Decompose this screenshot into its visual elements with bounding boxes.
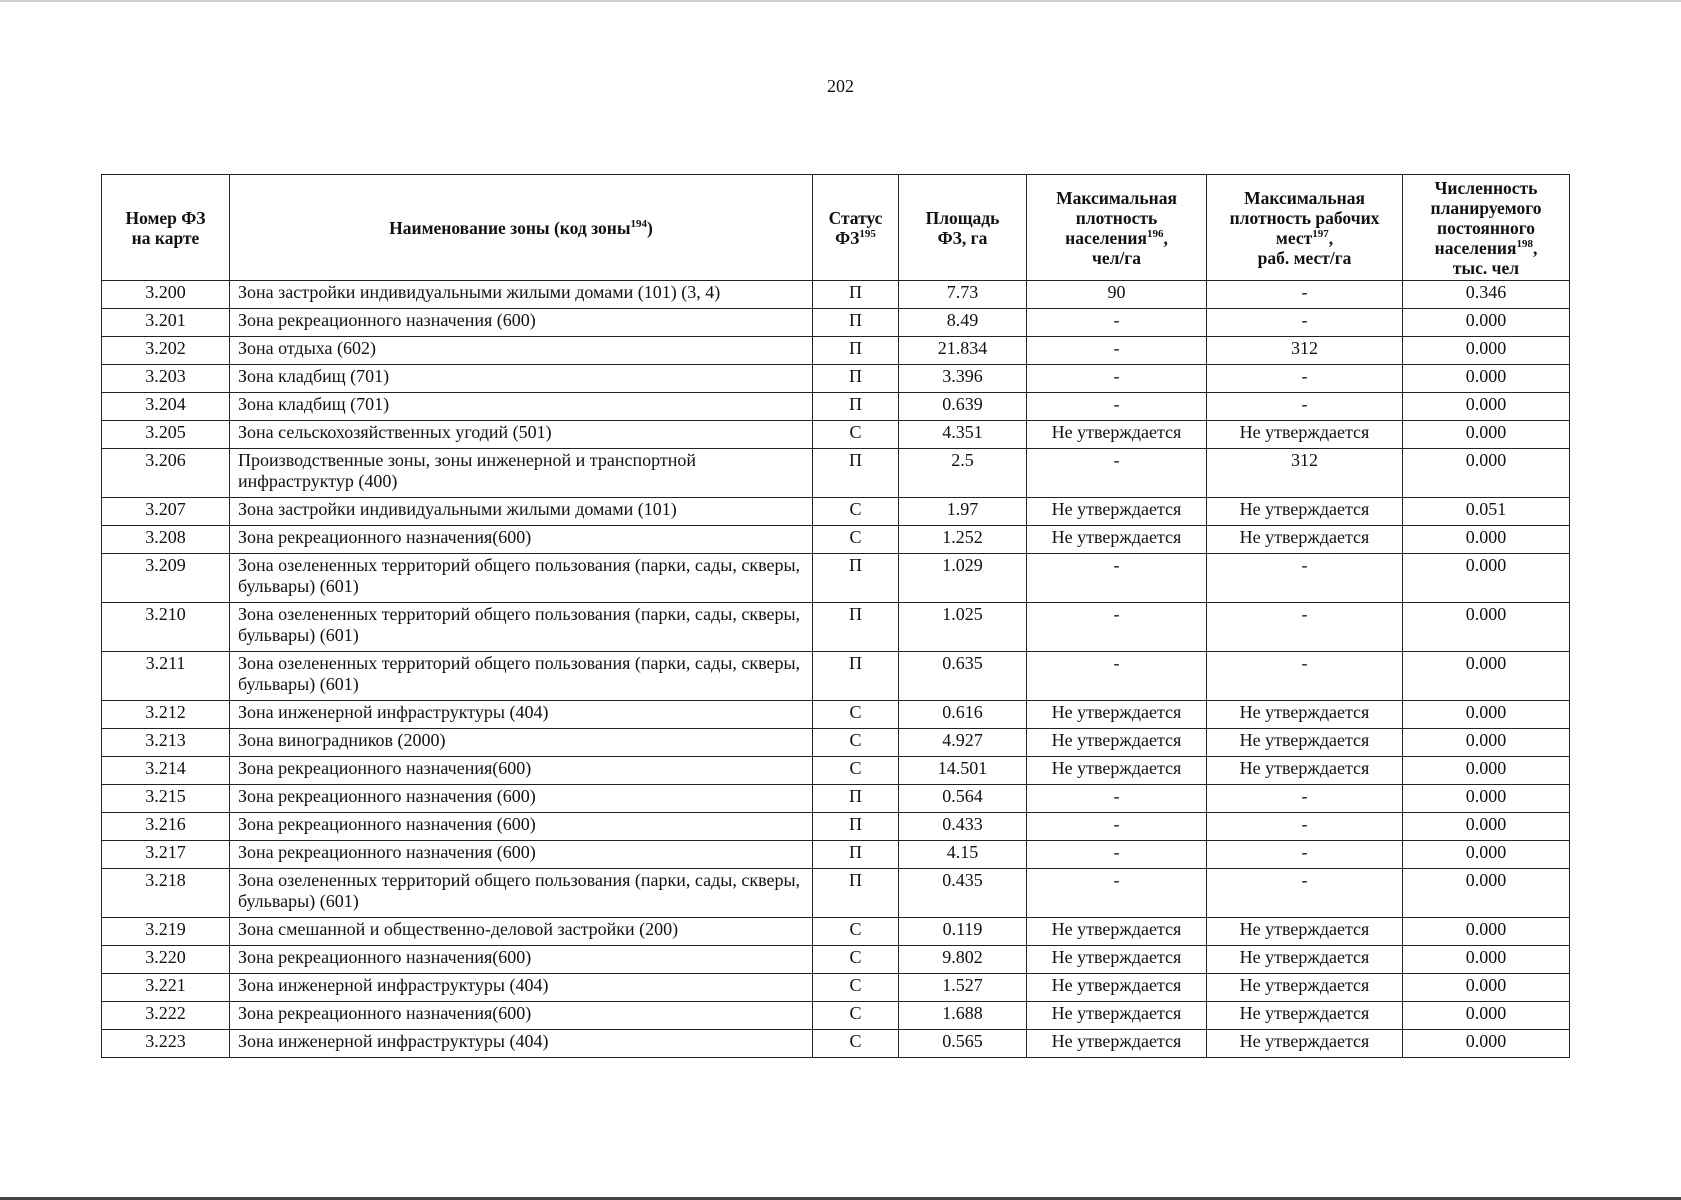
cell-status: П: [813, 785, 899, 813]
cell-workplace-density: Не утверждается: [1207, 974, 1403, 1002]
cell-planned-population: 0.000: [1403, 309, 1570, 337]
cell-planned-population: 0.000: [1403, 554, 1570, 603]
cell-status: П: [813, 449, 899, 498]
cell-population-density: -: [1027, 652, 1207, 701]
table-row: [102, 449, 1570, 498]
cell-population-density: Не утверждается: [1027, 1030, 1207, 1058]
cell-population-density: -: [1027, 337, 1207, 365]
table-row: [102, 365, 1570, 393]
table-row: [102, 498, 1570, 526]
cell-workplace-density: Не утверждается: [1207, 498, 1403, 526]
cell-zone-number: 3.222: [102, 1002, 230, 1030]
cell-area: 1.029: [899, 554, 1027, 603]
header-population-density: Максимальная плотность населения$^{196}$, чел/га: [1027, 175, 1207, 281]
cell-zone-name: Зона озелененных территорий общего пользования (парки, сады, скверы, бульвары) (601): [230, 603, 813, 652]
cell-zone-name: Зона рекреационного назначения (600): [230, 309, 813, 337]
cell-planned-population: 0.000: [1403, 729, 1570, 757]
cell-planned-population: 0.000: [1403, 449, 1570, 498]
table-row: [102, 554, 1570, 603]
cell-zone-name: Зона рекреационного назначения (600): [230, 785, 813, 813]
cell-planned-population: 0.000: [1403, 785, 1570, 813]
header-area: Площадь ФЗ, га: [899, 175, 1027, 281]
table-row: [102, 946, 1570, 974]
cell-workplace-density: -: [1207, 813, 1403, 841]
cell-area: 4.15: [899, 841, 1027, 869]
cell-area: 21.834: [899, 337, 1027, 365]
cell-planned-population: 0.000: [1403, 603, 1570, 652]
cell-zone-number: 3.207: [102, 498, 230, 526]
cell-area: 9.802: [899, 946, 1027, 974]
cell-workplace-density: Не утверждается: [1207, 1002, 1403, 1030]
cell-population-density: Не утверждается: [1027, 757, 1207, 785]
cell-population-density: Не утверждается: [1027, 946, 1207, 974]
cell-area: 3.396: [899, 365, 1027, 393]
cell-zone-name: Зона озелененных территорий общего пользования (парки, сады, скверы, бульвары) (601): [230, 554, 813, 603]
table-row: [102, 281, 1570, 309]
cell-population-density: -: [1027, 309, 1207, 337]
cell-area: 0.639: [899, 393, 1027, 421]
cell-population-density: -: [1027, 449, 1207, 498]
cell-population-density: -: [1027, 869, 1207, 918]
cell-workplace-density: -: [1207, 785, 1403, 813]
cell-zone-name: Зона рекреационного назначения(600): [230, 526, 813, 554]
cell-area: 0.433: [899, 813, 1027, 841]
cell-area: 0.565: [899, 1030, 1027, 1058]
cell-status: С: [813, 526, 899, 554]
cell-planned-population: 0.000: [1403, 869, 1570, 918]
cell-zone-name: Зона застройки индивидуальными жилыми домами (101) (3, 4): [230, 281, 813, 309]
cell-zone-name: Зона рекреационного назначения(600): [230, 946, 813, 974]
cell-status: С: [813, 421, 899, 449]
cell-zone-name: Зона рекреационного назначения(600): [230, 757, 813, 785]
cell-population-density: Не утверждается: [1027, 729, 1207, 757]
cell-zone-number: 3.217: [102, 841, 230, 869]
cell-planned-population: 0.000: [1403, 841, 1570, 869]
cell-status: С: [813, 498, 899, 526]
table-row: [102, 309, 1570, 337]
cell-workplace-density: -: [1207, 365, 1403, 393]
table-row: [102, 652, 1570, 701]
cell-status: С: [813, 946, 899, 974]
cell-zone-number: 3.208: [102, 526, 230, 554]
cell-population-density: -: [1027, 603, 1207, 652]
cell-planned-population: 0.000: [1403, 701, 1570, 729]
cell-zone-number: 3.209: [102, 554, 230, 603]
cell-zone-name: Зона сельскохозяйственных угодий (501): [230, 421, 813, 449]
cell-zone-name: Зона инженерной инфраструктуры (404): [230, 974, 813, 1002]
cell-status: П: [813, 603, 899, 652]
table-row: [102, 785, 1570, 813]
cell-status: С: [813, 729, 899, 757]
cell-zone-number: 3.223: [102, 1030, 230, 1058]
cell-area: 1.527: [899, 974, 1027, 1002]
cell-area: 0.564: [899, 785, 1027, 813]
cell-zone-name: Зона кладбищ (701): [230, 365, 813, 393]
table-row: [102, 701, 1570, 729]
table-row: [102, 337, 1570, 365]
table-row: [102, 526, 1570, 554]
cell-status: П: [813, 365, 899, 393]
cell-planned-population: 0.000: [1403, 946, 1570, 974]
cell-population-density: Не утверждается: [1027, 918, 1207, 946]
cell-population-density: Не утверждается: [1027, 974, 1207, 1002]
cell-zone-number: 3.213: [102, 729, 230, 757]
cell-zone-number: 3.205: [102, 421, 230, 449]
cell-zone-name: Зона инженерной инфраструктуры (404): [230, 701, 813, 729]
cell-workplace-density: -: [1207, 652, 1403, 701]
table-row: [102, 757, 1570, 785]
cell-status: П: [813, 337, 899, 365]
cell-planned-population: 0.000: [1403, 365, 1570, 393]
cell-workplace-density: -: [1207, 309, 1403, 337]
table-row: [102, 813, 1570, 841]
cell-workplace-density: Не утверждается: [1207, 729, 1403, 757]
cell-zone-name: Зона отдыха (602): [230, 337, 813, 365]
cell-zone-number: 3.204: [102, 393, 230, 421]
cell-workplace-density: -: [1207, 554, 1403, 603]
cell-population-density: Не утверждается: [1027, 498, 1207, 526]
cell-area: 4.351: [899, 421, 1027, 449]
cell-planned-population: 0.346: [1403, 281, 1570, 309]
table-row: [102, 603, 1570, 652]
cell-planned-population: 0.000: [1403, 421, 1570, 449]
cell-population-density: Не утверждается: [1027, 421, 1207, 449]
cell-zone-number: 3.221: [102, 974, 230, 1002]
cell-area: 0.435: [899, 869, 1027, 918]
cell-workplace-density: 312: [1207, 337, 1403, 365]
cell-status: П: [813, 813, 899, 841]
cell-workplace-density: Не утверждается: [1207, 421, 1403, 449]
table-row: [102, 974, 1570, 1002]
cell-population-density: -: [1027, 365, 1207, 393]
cell-zone-name: Зона инженерной инфраструктуры (404): [230, 1030, 813, 1058]
table-row: [102, 421, 1570, 449]
cell-workplace-density: -: [1207, 393, 1403, 421]
table-row: [102, 393, 1570, 421]
cell-status: С: [813, 918, 899, 946]
table-row: [102, 918, 1570, 946]
cell-zone-number: 3.214: [102, 757, 230, 785]
zones-table: [101, 174, 1570, 1058]
cell-workplace-density: Не утверждается: [1207, 757, 1403, 785]
cell-planned-population: 0.000: [1403, 1030, 1570, 1058]
cell-workplace-density: -: [1207, 869, 1403, 918]
cell-planned-population: 0.000: [1403, 918, 1570, 946]
cell-zone-name: Зона смешанной и общественно-деловой застройки (200): [230, 918, 813, 946]
cell-zone-number: 3.211: [102, 652, 230, 701]
page-number: 202: [827, 76, 854, 96]
cell-status: П: [813, 841, 899, 869]
cell-zone-name: Зона застройки индивидуальными жилыми домами (101): [230, 498, 813, 526]
cell-planned-population: 0.000: [1403, 337, 1570, 365]
cell-area: 7.73: [899, 281, 1027, 309]
cell-status: П: [813, 281, 899, 309]
cell-zone-name: Зона озелененных территорий общего пользования (парки, сады, скверы, бульвары) (601): [230, 869, 813, 918]
cell-area: 0.616: [899, 701, 1027, 729]
table-row: [102, 869, 1570, 918]
header-workplace-density: Максимальная плотность рабочих мест$^{197}$, раб. мест/га: [1207, 175, 1403, 281]
cell-planned-population: 0.000: [1403, 757, 1570, 785]
cell-zone-number: 3.202: [102, 337, 230, 365]
cell-population-density: -: [1027, 813, 1207, 841]
cell-zone-number: 3.201: [102, 309, 230, 337]
cell-zone-name: Зона виноградников (2000): [230, 729, 813, 757]
cell-area: 1.025: [899, 603, 1027, 652]
header-zone-number: Номер ФЗ на карте: [102, 175, 230, 281]
cell-population-density: 90: [1027, 281, 1207, 309]
cell-status: С: [813, 1002, 899, 1030]
table-row: [102, 841, 1570, 869]
cell-zone-number: 3.216: [102, 813, 230, 841]
cell-area: 0.635: [899, 652, 1027, 701]
cell-workplace-density: -: [1207, 603, 1403, 652]
cell-zone-number: 3.219: [102, 918, 230, 946]
cell-population-density: Не утверждается: [1027, 701, 1207, 729]
cell-workplace-density: Не утверждается: [1207, 918, 1403, 946]
cell-population-density: Не утверждается: [1027, 526, 1207, 554]
cell-status: С: [813, 974, 899, 1002]
cell-zone-number: 3.220: [102, 946, 230, 974]
cell-area: 8.49: [899, 309, 1027, 337]
cell-zone-number: 3.200: [102, 281, 230, 309]
table-header-row: [102, 175, 1570, 281]
cell-workplace-density: Не утверждается: [1207, 1030, 1403, 1058]
cell-population-density: -: [1027, 554, 1207, 603]
cell-zone-number: 3.203: [102, 365, 230, 393]
cell-workplace-density: -: [1207, 841, 1403, 869]
cell-status: С: [813, 757, 899, 785]
cell-population-density: -: [1027, 785, 1207, 813]
cell-workplace-density: Не утверждается: [1207, 701, 1403, 729]
cell-zone-name: Зона кладбищ (701): [230, 393, 813, 421]
cell-workplace-density: Не утверждается: [1207, 946, 1403, 974]
cell-planned-population: 0.051: [1403, 498, 1570, 526]
cell-area: 2.5: [899, 449, 1027, 498]
cell-zone-number: 3.212: [102, 701, 230, 729]
cell-area: 0.119: [899, 918, 1027, 946]
table-row: [102, 729, 1570, 757]
cell-status: П: [813, 554, 899, 603]
cell-planned-population: 0.000: [1403, 526, 1570, 554]
cell-status: П: [813, 869, 899, 918]
cell-status: П: [813, 309, 899, 337]
cell-zone-name: Зона рекреационного назначения (600): [230, 841, 813, 869]
cell-status: С: [813, 701, 899, 729]
cell-population-density: -: [1027, 393, 1207, 421]
table-row: [102, 1002, 1570, 1030]
cell-zone-name: Зона рекреационного назначения(600): [230, 1002, 813, 1030]
cell-area: 4.927: [899, 729, 1027, 757]
cell-status: С: [813, 1030, 899, 1058]
cell-planned-population: 0.000: [1403, 974, 1570, 1002]
cell-population-density: Не утверждается: [1027, 1002, 1207, 1030]
header-planned-population: Численность планируемого постоянного населения$^{198}$, тыс. чел: [1403, 175, 1570, 281]
cell-zone-number: 3.210: [102, 603, 230, 652]
cell-zone-number: 3.215: [102, 785, 230, 813]
header-zone-name: Наименование зоны (код зоны$^{194}$): [230, 175, 813, 281]
cell-status: П: [813, 393, 899, 421]
cell-area: 1.252: [899, 526, 1027, 554]
table-row: [102, 1030, 1570, 1058]
cell-zone-number: 3.206: [102, 449, 230, 498]
cell-zone-name: Зона озелененных территорий общего пользования (парки, сады, скверы, бульвары) (601): [230, 652, 813, 701]
header-status: Статус ФЗ$^{195}$: [813, 175, 899, 281]
cell-planned-population: 0.000: [1403, 393, 1570, 421]
cell-zone-name: Производственные зоны, зоны инженерной и транспортной инфраструктур (400): [230, 449, 813, 498]
cell-area: 1.97: [899, 498, 1027, 526]
table-body: [102, 281, 1570, 1058]
cell-workplace-density: 312: [1207, 449, 1403, 498]
cell-status: П: [813, 652, 899, 701]
cell-planned-population: 0.000: [1403, 1002, 1570, 1030]
cell-population-density: -: [1027, 841, 1207, 869]
cell-planned-population: 0.000: [1403, 652, 1570, 701]
cell-area: 14.501: [899, 757, 1027, 785]
cell-workplace-density: Не утверждается: [1207, 526, 1403, 554]
cell-area: 1.688: [899, 1002, 1027, 1030]
cell-workplace-density: -: [1207, 281, 1403, 309]
cell-planned-population: 0.000: [1403, 813, 1570, 841]
cell-zone-number: 3.218: [102, 869, 230, 918]
cell-zone-name: Зона рекреационного назначения (600): [230, 813, 813, 841]
